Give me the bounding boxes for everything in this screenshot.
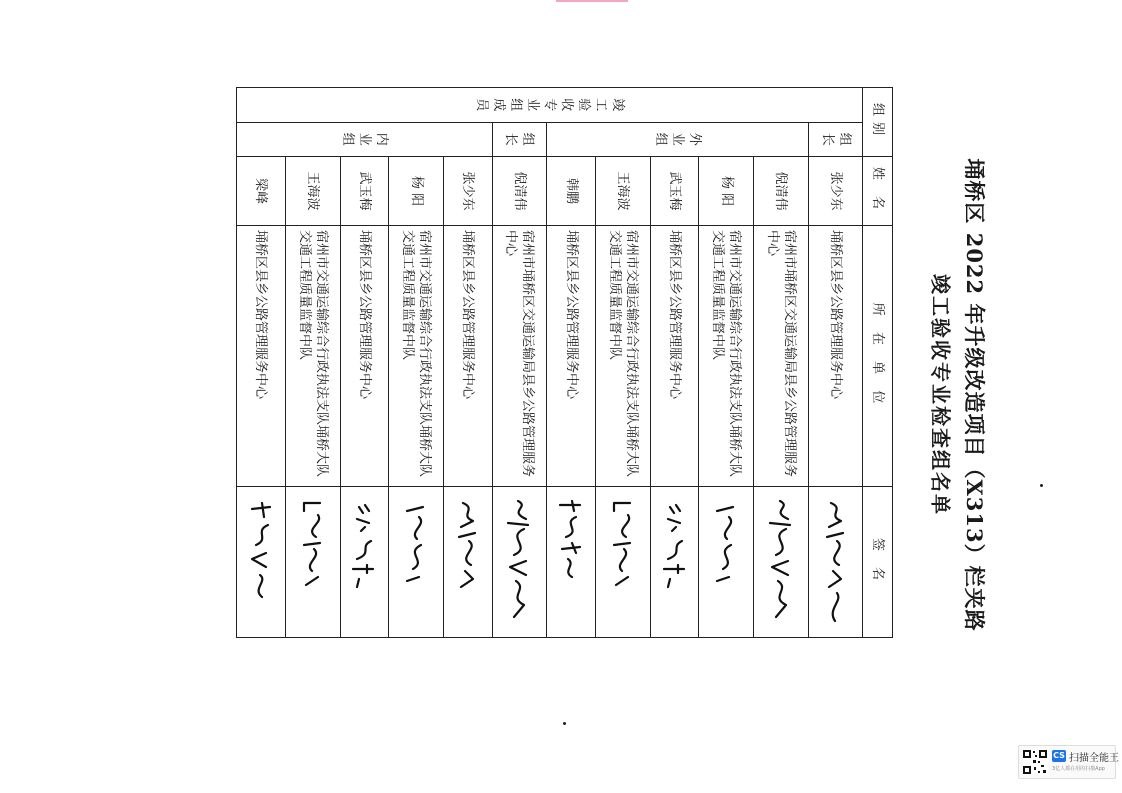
signature-cell bbox=[596, 487, 651, 638]
handwritten-signature bbox=[349, 491, 379, 633]
member-unit: 宿州市交通运输综合行政执法支队埇桥大队交通工程质量监督中队 bbox=[699, 226, 754, 487]
handwritten-signature bbox=[401, 491, 431, 633]
group-internal-label: 内业组 bbox=[339, 132, 389, 146]
member-name: 武玉梅 bbox=[340, 157, 389, 226]
member-name: 王海波 bbox=[596, 157, 651, 226]
handwritten-signature bbox=[608, 491, 638, 633]
table-row bbox=[492, 88, 547, 638]
member-unit: 埇桥区县乡公路管理服务中心 bbox=[340, 226, 389, 487]
table-header-row bbox=[863, 88, 893, 638]
watermark-tagline: 3亿人都在用的扫描App bbox=[1052, 766, 1105, 772]
member-name: 武玉梅 bbox=[650, 157, 699, 226]
member-unit: 埇桥区县乡公路管理服务中心 bbox=[650, 226, 699, 487]
role-leader-internal: 组长 bbox=[492, 122, 547, 157]
member-name: 梁峰 bbox=[237, 157, 286, 226]
roster-table bbox=[236, 87, 893, 638]
signature-cell bbox=[285, 487, 340, 638]
table-row bbox=[547, 88, 596, 638]
table-row bbox=[340, 88, 389, 638]
signature-cell bbox=[808, 487, 863, 638]
handwritten-signature bbox=[246, 491, 276, 633]
member-name: 倪清伟 bbox=[754, 157, 809, 226]
member-unit: 宿州市交通运输综合行政执法支队埇桥大队交通工程质量监督中队 bbox=[285, 226, 340, 487]
scan-speck bbox=[1040, 484, 1043, 487]
signature-cell bbox=[443, 487, 492, 638]
group-external bbox=[547, 122, 808, 157]
handwritten-signature bbox=[766, 491, 796, 633]
handwritten-signature bbox=[660, 491, 690, 633]
camscanner-logo-icon: CS bbox=[1053, 751, 1065, 760]
group-main bbox=[237, 88, 863, 123]
header-unit: 所 在 单 位 bbox=[863, 226, 893, 487]
header-name: 姓 名 bbox=[863, 157, 893, 226]
member-unit: 埇桥区县乡公路管理服务中心 bbox=[808, 226, 863, 487]
handwritten-signature bbox=[505, 491, 535, 633]
scanner-watermark bbox=[1018, 745, 1119, 779]
qr-code-icon bbox=[1022, 749, 1048, 775]
signature-cell bbox=[699, 487, 754, 638]
table-row bbox=[389, 88, 444, 638]
handwritten-signature bbox=[298, 491, 328, 633]
member-unit: 埇桥区县乡公路管理服务中心 bbox=[547, 226, 596, 487]
member-name: 张少东 bbox=[443, 157, 492, 226]
table-row bbox=[596, 88, 651, 638]
signature-cell bbox=[547, 487, 596, 638]
member-unit: 埇桥区县乡公路管理服务中心 bbox=[237, 226, 286, 487]
signature-cell bbox=[389, 487, 444, 638]
member-name: 韩鹏 bbox=[547, 157, 596, 226]
header-sign: 签 名 bbox=[863, 487, 893, 638]
member-unit: 宿州市埇桥区交通运输局县乡公路管理服务中心 bbox=[492, 226, 547, 487]
handwritten-signature bbox=[711, 491, 741, 633]
document-subtitle: 竣工验收专业检查组名单 bbox=[928, 274, 953, 516]
signature-cell bbox=[492, 487, 547, 638]
member-name: 倪清伟 bbox=[492, 157, 547, 226]
member-name: 王海波 bbox=[285, 157, 340, 226]
roster-table-rotated bbox=[236, 87, 893, 637]
member-unit: 埇桥区县乡公路管理服务中心 bbox=[443, 226, 492, 487]
document-title: 埇桥区 2022 年升级改造项目（X313）栏夹路 bbox=[962, 158, 987, 632]
table-row bbox=[754, 88, 809, 638]
handwritten-signature bbox=[453, 491, 483, 633]
handwritten-signature bbox=[821, 491, 851, 633]
signature-cell bbox=[754, 487, 809, 638]
watermark-brand: 扫描全能王 bbox=[1069, 753, 1119, 764]
signature-cell bbox=[340, 487, 389, 638]
signature-cell bbox=[650, 487, 699, 638]
group-internal bbox=[237, 122, 493, 157]
scan-speck bbox=[563, 722, 566, 725]
table-row bbox=[237, 88, 286, 638]
table-row bbox=[285, 88, 340, 638]
group-external-label: 外业组 bbox=[653, 132, 703, 146]
scan-edge-mark bbox=[556, 0, 628, 2]
role-leader-external: 组长 bbox=[808, 122, 863, 157]
member-name: 杨 阳 bbox=[389, 157, 444, 226]
member-unit: 宿州市交通运输综合行政执法支队埇桥大队交通工程质量监督中队 bbox=[389, 226, 444, 487]
table-row bbox=[699, 88, 754, 638]
roster-table-frame bbox=[236, 87, 893, 637]
header-group: 组别 bbox=[863, 88, 893, 157]
member-unit: 宿州市埇桥区交通运输局县乡公路管理服务中心 bbox=[754, 226, 809, 487]
member-name: 张少东 bbox=[808, 157, 863, 226]
member-name: 杨 阳 bbox=[699, 157, 754, 226]
table-row bbox=[443, 88, 492, 638]
group-main-label: 竣工验收专业组成员 bbox=[474, 98, 626, 112]
member-unit: 宿州市交通运输综合行政执法支队埇桥大队交通工程质量监督中队 bbox=[596, 226, 651, 487]
handwritten-signature bbox=[556, 491, 586, 633]
table-row bbox=[650, 88, 699, 638]
table-row bbox=[808, 88, 863, 638]
signature-cell bbox=[237, 487, 286, 638]
